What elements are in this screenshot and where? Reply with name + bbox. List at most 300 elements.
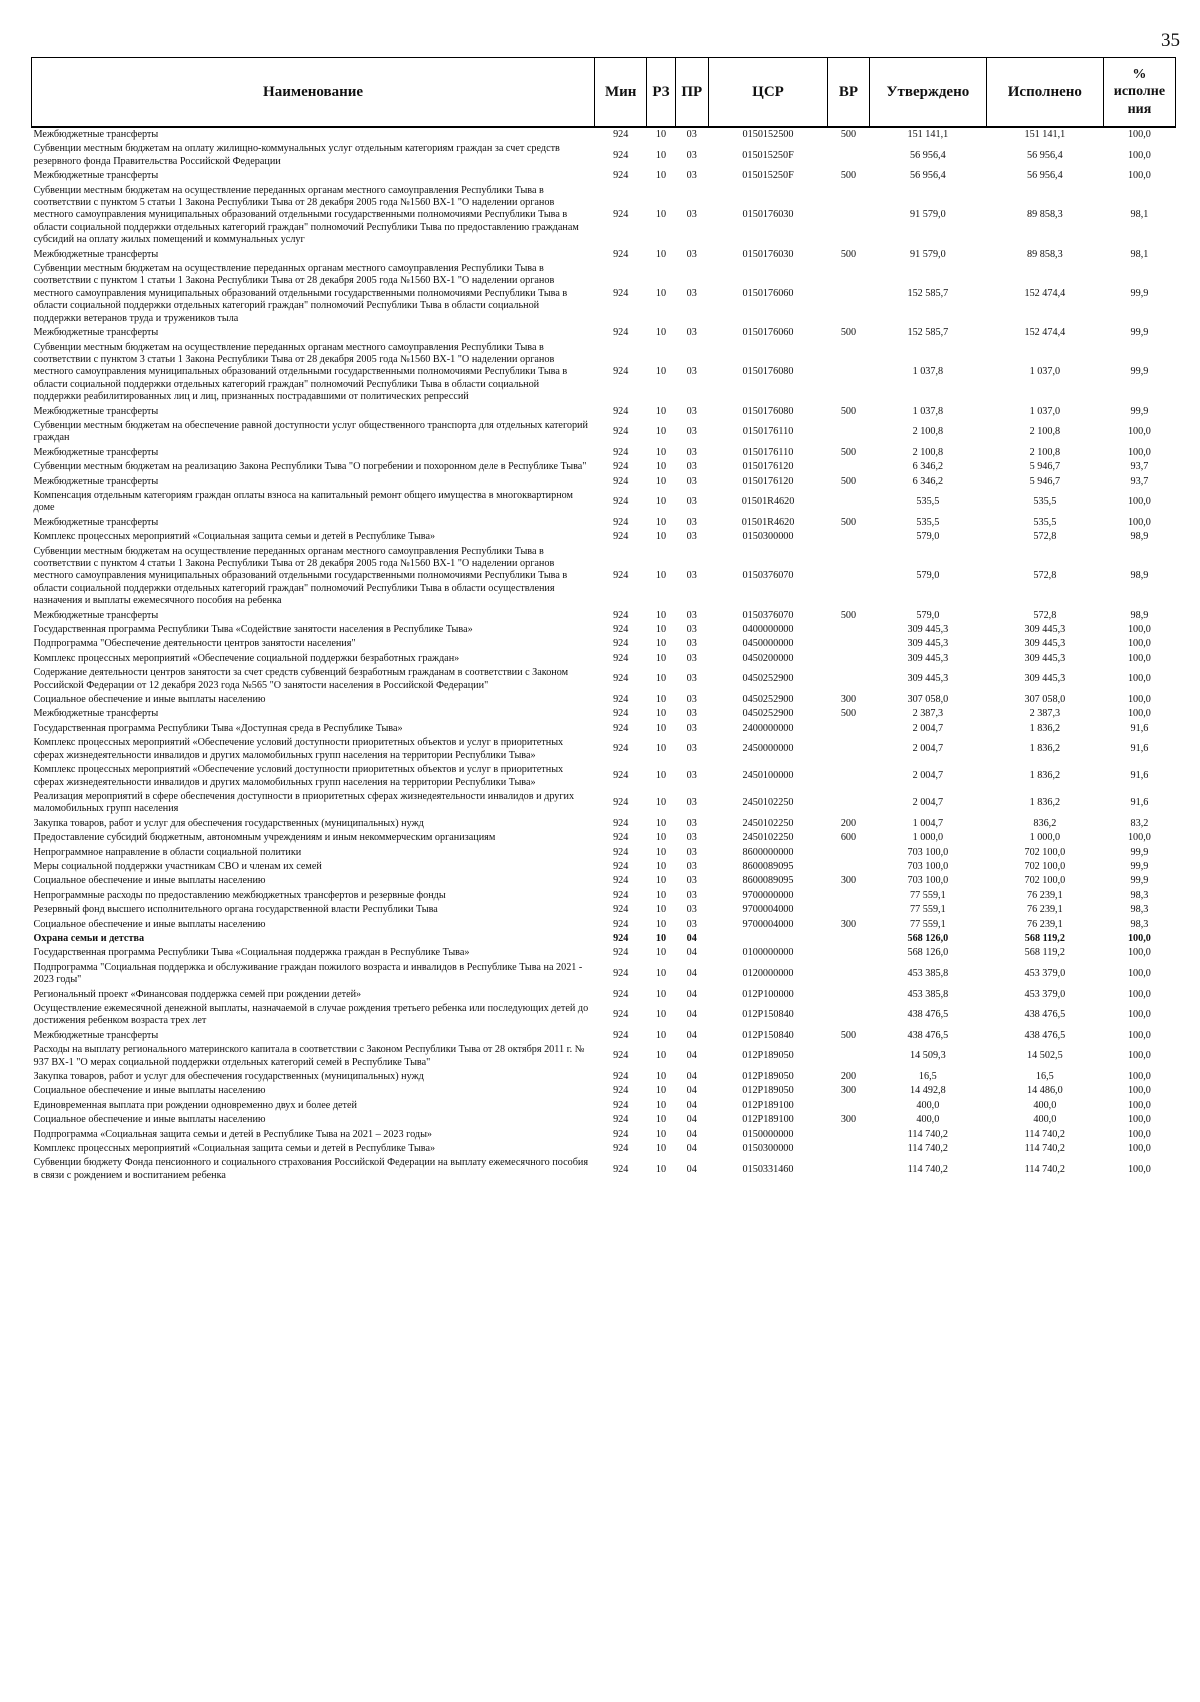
cell-csr: 0120000000 — [742, 967, 794, 979]
cell-name: Межбюджетные трансферты — [33, 129, 159, 140]
cell-percent: 93,7 — [1130, 475, 1149, 487]
cell-approved: 1 000,0 — [912, 832, 944, 844]
cell-percent: 100,0 — [1127, 1029, 1151, 1041]
cell-vr: 300 — [840, 918, 857, 930]
cell-csr: 0150176060 — [742, 327, 794, 339]
cell-min: 924 — [613, 932, 629, 944]
cell-approved: 2 004,7 — [912, 722, 944, 734]
cell-percent: 98,3 — [1130, 904, 1149, 916]
cell-percent: 98,3 — [1130, 918, 1149, 930]
cell-executed: 453 379,0 — [1024, 988, 1066, 1000]
cell-pr: 03 — [686, 129, 697, 140]
cell-min: 924 — [613, 516, 629, 528]
cell-pr: 03 — [686, 405, 697, 417]
cell-executed: 702 100,0 — [1024, 860, 1066, 872]
cell-vr — [828, 889, 870, 903]
cell-csr: 0150176110 — [742, 446, 794, 458]
cell-approved: 535,5 — [916, 516, 940, 528]
cell-min: 924 — [613, 918, 629, 930]
cell-min: 924 — [613, 170, 629, 182]
cell-approved: 438 476,5 — [907, 1029, 949, 1041]
cell-min: 924 — [613, 1071, 629, 1083]
cell-rz: 10 — [655, 475, 667, 487]
cell-rz: 10 — [655, 967, 667, 979]
cell-name: Комплекс процессных мероприятий «Обеспечение социальной поддержки безработных граждан» — [33, 652, 460, 664]
cell-min: 924 — [613, 1143, 629, 1155]
cell-executed: 56 956,4 — [1027, 149, 1063, 161]
cell-min: 924 — [613, 947, 629, 959]
cell-vr — [828, 666, 870, 693]
cell-min: 924 — [613, 149, 629, 161]
cell-executed: 89 858,3 — [1027, 248, 1063, 260]
cell-executed: 535,5 — [1033, 516, 1057, 528]
cell-min: 924 — [613, 652, 629, 664]
cell-min: 924 — [613, 889, 629, 901]
cell-name: Единовременная выплата при рождении одновременно двух и более детей — [33, 1099, 357, 1111]
cell-rz: 10 — [655, 846, 667, 858]
cell-executed: 114 740,2 — [1024, 1128, 1066, 1140]
cell-rz: 10 — [655, 904, 667, 916]
cell-name: Межбюджетные трансферты — [33, 516, 159, 528]
cell-csr: 0150300000 — [742, 1143, 794, 1155]
cell-pr: 03 — [686, 366, 697, 378]
cell-percent: 91,6 — [1130, 797, 1149, 809]
cell-executed: 309 445,3 — [1024, 624, 1066, 636]
table-body — [32, 127, 1176, 1183]
cell-rz: 10 — [655, 624, 667, 636]
cell-csr: 0150300000 — [742, 531, 794, 543]
cell-csr: 0150176120 — [742, 461, 794, 473]
cell-executed: 572,8 — [1033, 609, 1057, 621]
cell-csr: 0150376070 — [742, 609, 794, 621]
cell-vr: 500 — [840, 475, 857, 487]
cell-pr: 03 — [686, 817, 697, 829]
cell-name: Охрана семьи и детства — [33, 932, 145, 944]
cell-name: Непрограммные расходы по предоставлению межбюджетных трансфертов и резервные фонды — [33, 889, 446, 901]
cell-csr: 012P100000 — [742, 988, 794, 1000]
cell-rz: 10 — [655, 405, 667, 417]
cell-executed: 400,0 — [1033, 1114, 1057, 1126]
table-row — [32, 831, 1176, 845]
cell-pr: 03 — [686, 446, 697, 458]
cell-pr: 03 — [686, 426, 697, 438]
cell-min: 924 — [613, 624, 629, 636]
cell-rz: 10 — [655, 673, 667, 685]
cell-name: Субвенции местным бюджетам на осуществление переданных органам местного самоуправления Республики Тыва в соответствии с пунктом 5 статьи 1 Закона Республики Тыва от 28 декабря 2005 года №1560 ВХ-1 "О наделении органов местного самоуправления муниципальных образований отдельными государственными полномочиями Республики Тыва в области социальной поддержки отдельных категорий граждан" полномочий Республики Тыва по предоставлению гражданам субсидий на оплату жилых помещений и коммунальных услуг — [33, 184, 579, 246]
cell-pr: 03 — [686, 797, 697, 809]
cell-executed: 14 486,0 — [1027, 1085, 1063, 1097]
cell-vr: 500 — [840, 1029, 857, 1041]
cell-pr: 03 — [686, 904, 697, 916]
cell-percent: 100,0 — [1127, 1163, 1151, 1175]
cell-percent: 100,0 — [1127, 673, 1151, 685]
cell-percent: 100,0 — [1127, 496, 1151, 508]
table-row — [32, 652, 1176, 666]
cell-vr — [828, 1156, 870, 1183]
cell-percent: 98,1 — [1130, 248, 1149, 260]
cell-rz: 10 — [655, 722, 667, 734]
table-row — [32, 1156, 1176, 1183]
cell-percent: 100,0 — [1127, 967, 1151, 979]
cell-executed: 89 858,3 — [1027, 209, 1063, 221]
cell-vr — [828, 489, 870, 516]
cell-executed: 1 037,0 — [1029, 405, 1061, 417]
cell-approved: 309 445,3 — [907, 652, 949, 664]
cell-csr: 0150000000 — [742, 1128, 794, 1140]
cell-csr: 0150176060 — [742, 287, 794, 299]
cell-csr: 0150376070 — [742, 570, 794, 582]
header-rz: РЗ — [647, 58, 675, 128]
cell-vr — [828, 1099, 870, 1113]
table-row — [32, 932, 1176, 946]
cell-executed: 535,5 — [1033, 496, 1057, 508]
cell-min: 924 — [613, 129, 629, 140]
cell-executed: 1 836,2 — [1029, 722, 1061, 734]
cell-name: Закупка товаров, работ и услуг для обеспечения государственных (муниципальных) нужд — [33, 817, 424, 829]
cell-vr: 500 — [840, 708, 857, 720]
cell-executed: 572,8 — [1033, 570, 1057, 582]
cell-min: 924 — [613, 770, 629, 782]
table-row — [32, 874, 1176, 888]
cell-min: 924 — [613, 1085, 629, 1097]
cell-pr: 03 — [686, 673, 697, 685]
cell-approved: 56 956,4 — [910, 149, 946, 161]
table-row — [32, 248, 1176, 262]
cell-rz: 10 — [655, 609, 667, 621]
cell-name: Межбюджетные трансферты — [33, 708, 159, 720]
cell-approved: 1 037,8 — [912, 366, 944, 378]
cell-approved: 400,0 — [916, 1114, 940, 1126]
cell-name: Межбюджетные трансферты — [33, 248, 159, 260]
cell-min: 924 — [613, 860, 629, 872]
cell-name: Межбюджетные трансферты — [33, 446, 159, 458]
cell-pr: 04 — [686, 1009, 697, 1021]
cell-vr — [828, 961, 870, 988]
cell-approved: 703 100,0 — [907, 846, 949, 858]
cell-vr — [828, 903, 870, 917]
header-percent: % исполне ния — [1103, 58, 1175, 128]
cell-vr — [828, 545, 870, 609]
cell-csr: 015015250F — [742, 170, 794, 182]
cell-approved: 91 579,0 — [910, 209, 946, 221]
cell-csr: 8600089095 — [742, 860, 794, 872]
cell-pr: 03 — [686, 461, 697, 473]
table-row — [32, 666, 1176, 693]
cell-executed: 1 037,0 — [1029, 366, 1061, 378]
cell-csr: 2450100000 — [742, 770, 794, 782]
cell-vr — [828, 1043, 870, 1070]
cell-rz: 10 — [655, 149, 667, 161]
cell-approved: 309 445,3 — [907, 673, 949, 685]
cell-min: 924 — [613, 1128, 629, 1140]
cell-vr: 600 — [840, 832, 857, 844]
cell-percent: 99,9 — [1130, 860, 1149, 872]
cell-executed: 2 100,8 — [1029, 426, 1061, 438]
table-row — [32, 545, 1176, 609]
cell-name: Комплекс процессных мероприятий «Обеспечение условий доступности приоритетных объектов и услуг в приоритетных сферах жизнедеятельности инвалидов и других маломобильных групп населения на территории Республики Тыва» — [33, 737, 564, 761]
cell-percent: 99,9 — [1130, 287, 1149, 299]
cell-min: 924 — [613, 1163, 629, 1175]
cell-min: 924 — [613, 832, 629, 844]
cell-name: Подпрограмма "Обеспечение деятельности центров занятости населения" — [33, 638, 356, 650]
cell-approved: 114 740,2 — [907, 1163, 949, 1175]
cell-csr: 0150331460 — [742, 1163, 794, 1175]
cell-rz: 10 — [655, 209, 667, 221]
table-row — [32, 460, 1176, 474]
cell-name: Расходы на выплату регионального материнского капитала в соответствии с Законом Республики Тыва от 28 октября 2011 г. № 937 ВХ-1 "О мерах социальной поддержки отдельных категорий семей в Республике Тыва" — [33, 1044, 585, 1068]
cell-name: Компенсация отдельным категориям граждан оплаты взноса на капитальный ремонт общего имущества в многоквартирном доме — [33, 489, 573, 514]
cell-executed: 1 836,2 — [1029, 743, 1061, 755]
cell-pr: 03 — [686, 287, 697, 299]
cell-percent: 91,6 — [1130, 770, 1149, 782]
header-csr: ЦСР — [708, 58, 827, 128]
cell-percent: 100,0 — [1127, 1050, 1151, 1062]
cell-vr — [828, 722, 870, 736]
cell-approved: 152 585,7 — [907, 327, 949, 339]
cell-pr: 04 — [686, 1085, 697, 1097]
cell-pr: 03 — [686, 149, 697, 161]
cell-vr: 500 — [840, 170, 857, 182]
cell-name: Государственная программа Республики Тыва «Содействие занятости населения в Республике Тыва» — [33, 624, 473, 636]
cell-vr: 500 — [840, 516, 857, 528]
cell-min: 924 — [613, 1114, 629, 1126]
cell-pr: 04 — [686, 1114, 697, 1126]
table-row — [32, 1070, 1176, 1084]
table-row — [32, 918, 1176, 932]
cell-approved: 6 346,2 — [912, 461, 944, 473]
cell-percent: 100,0 — [1127, 708, 1151, 720]
cell-executed: 152 474,4 — [1024, 327, 1066, 339]
cell-rz: 10 — [655, 1071, 667, 1083]
cell-csr: 01501R4620 — [741, 496, 795, 508]
cell-min: 924 — [613, 426, 629, 438]
cell-rz: 10 — [655, 875, 667, 887]
cell-rz: 10 — [655, 743, 667, 755]
cell-csr: 2450000000 — [742, 743, 794, 755]
cell-vr — [828, 184, 870, 248]
cell-executed: 16,5 — [1035, 1071, 1054, 1083]
cell-rz: 10 — [655, 327, 667, 339]
cell-executed: 1 000,0 — [1029, 832, 1061, 844]
cell-executed: 76 239,1 — [1027, 889, 1063, 901]
cell-vr — [828, 988, 870, 1002]
cell-approved: 1 037,8 — [912, 405, 944, 417]
cell-csr: 012P189050 — [742, 1085, 794, 1097]
cell-approved: 16,5 — [918, 1071, 937, 1083]
cell-percent: 99,9 — [1130, 846, 1149, 858]
cell-executed: 5 946,7 — [1029, 461, 1061, 473]
cell-min: 924 — [613, 475, 629, 487]
cell-name: Субвенции местным бюджетам на осуществление переданных органам местного самоуправления Республики Тыва в соответствии с пунктом 3 статьи 1 Закона Республики Тыва от 28 декабря 2005 года №1560 ВХ-1 "О наделении органов местного самоуправления муниципальных образований отдельными государственными полномочиями Республики Тыва в области социальной поддержки отдельных категорий граждан" полномочий Республики Тыва в области социальной поддержки реабилитированных лиц и лиц, признанных пострадавшими от политических репрессий — [33, 341, 568, 403]
cell-rz: 10 — [655, 461, 667, 473]
cell-name: Субвенции местным бюджетам на оплату жилищно-коммунальных услуг отдельным категориям граждан за счет средств резервного фонда Правительства Российской Федерации — [33, 143, 560, 167]
cell-approved: 579,0 — [916, 609, 940, 621]
cell-pr: 04 — [686, 1163, 697, 1175]
cell-approved: 14 492,8 — [910, 1085, 946, 1097]
cell-percent: 98,1 — [1130, 209, 1149, 221]
cell-approved: 453 385,8 — [907, 988, 949, 1000]
cell-percent: 100,0 — [1127, 988, 1151, 1000]
cell-rz: 10 — [655, 1163, 667, 1175]
cell-name: Межбюджетные трансферты — [33, 1029, 159, 1041]
cell-rz: 10 — [655, 947, 667, 959]
cell-name: Подпрограмма "Социальная поддержка и обслуживание граждан пожилого возраста и инвалидов в Республике Тыва на 2021 - 2023 годы" — [33, 961, 583, 986]
cell-rz: 10 — [655, 1099, 667, 1111]
cell-pr: 03 — [686, 770, 697, 782]
cell-min: 924 — [613, 875, 629, 887]
cell-rz: 10 — [655, 1009, 667, 1021]
table-row — [32, 1002, 1176, 1029]
cell-pr: 03 — [686, 638, 697, 650]
cell-min: 924 — [613, 638, 629, 650]
cell-rz: 10 — [655, 1029, 667, 1041]
cell-vr: 200 — [840, 817, 857, 829]
table-row — [32, 889, 1176, 903]
cell-percent: 100,0 — [1127, 1071, 1151, 1083]
cell-name: Реализация мероприятий в сфере обеспечения доступности в приоритетных сферах жизнедеятельности инвалидов и других маломобильных групп населения — [33, 790, 575, 815]
cell-vr — [828, 946, 870, 960]
table-row — [32, 446, 1176, 460]
cell-approved: 2 004,7 — [912, 797, 944, 809]
cell-pr: 03 — [686, 531, 697, 543]
table-row — [32, 142, 1176, 169]
budget-execution-table — [31, 57, 1176, 1183]
cell-pr: 04 — [686, 1050, 697, 1062]
cell-name: Комплекс процессных мероприятий «Обеспечение условий доступности приоритетных объектов и услуг в приоритетных сферах жизнедеятельности инвалидов и других маломобильных групп населения на территории Республики Тыва» — [33, 764, 564, 788]
cell-executed: 568 119,2 — [1024, 932, 1065, 944]
cell-pr: 04 — [686, 1071, 697, 1083]
cell-executed: 400,0 — [1033, 1099, 1057, 1111]
cell-pr: 03 — [686, 832, 697, 844]
cell-executed: 702 100,0 — [1024, 875, 1066, 887]
cell-csr: 0150176110 — [742, 426, 794, 438]
cell-rz: 10 — [655, 446, 667, 458]
cell-min: 924 — [613, 743, 629, 755]
cell-name: Межбюджетные трансферты — [33, 609, 159, 621]
cell-rz: 10 — [655, 932, 667, 944]
cell-min: 924 — [613, 817, 629, 829]
cell-percent: 93,7 — [1130, 461, 1149, 473]
cell-executed: 76 239,1 — [1027, 904, 1063, 916]
cell-csr: 0450252900 — [742, 673, 794, 685]
cell-approved: 114 740,2 — [907, 1143, 949, 1155]
cell-min: 924 — [613, 708, 629, 720]
cell-name: Государственная программа Республики Тыва «Доступная среда в Республике Тыва» — [33, 722, 403, 734]
cell-csr: 0150176030 — [742, 209, 794, 221]
cell-percent: 100,0 — [1127, 1009, 1151, 1021]
table-row — [32, 405, 1176, 419]
cell-approved: 14 509,3 — [910, 1050, 946, 1062]
cell-percent: 91,6 — [1130, 743, 1149, 755]
table-row — [32, 489, 1176, 516]
cell-name: Социальное обеспечение и иные выплаты населению — [33, 1085, 266, 1097]
cell-csr: 012P189100 — [742, 1099, 794, 1111]
cell-name: Субвенции бюджету Фонда пенсионного и социального страхования Российской Федерации на выплату ежемесячного пособия в связи с рождением и воспитанием ребенка — [33, 1157, 589, 1181]
cell-vr — [828, 846, 870, 860]
cell-executed: 438 476,5 — [1024, 1029, 1066, 1041]
cell-vr — [828, 623, 870, 637]
table-row — [32, 1099, 1176, 1113]
table-row — [32, 1128, 1176, 1142]
cell-rz: 10 — [655, 860, 667, 872]
table-row — [32, 637, 1176, 651]
cell-min: 924 — [613, 461, 629, 473]
cell-rz: 10 — [655, 889, 667, 901]
table-row — [32, 722, 1176, 736]
cell-rz: 10 — [655, 287, 667, 299]
table-row — [32, 623, 1176, 637]
cell-percent: 100,0 — [1127, 1099, 1151, 1111]
cell-vr — [828, 530, 870, 544]
table-row — [32, 326, 1176, 340]
cell-min: 924 — [613, 366, 629, 378]
cell-vr — [828, 341, 870, 405]
cell-name: Подпрограмма «Социальная защита семьи и детей в Республике Тыва на 2021 – 2023 годы» — [33, 1128, 433, 1140]
cell-percent: 98,9 — [1130, 531, 1149, 543]
cell-rz: 10 — [655, 797, 667, 809]
cell-executed: 76 239,1 — [1027, 918, 1063, 930]
cell-rz: 10 — [655, 652, 667, 664]
cell-approved: 579,0 — [916, 531, 940, 543]
cell-name: Закупка товаров, работ и услуг для обеспечения государственных (муниципальных) нужд — [33, 1071, 424, 1083]
cell-rz: 10 — [655, 531, 667, 543]
table-row — [32, 903, 1176, 917]
cell-csr — [708, 932, 827, 946]
cell-vr — [828, 932, 870, 946]
cell-percent: 100,0 — [1127, 446, 1151, 458]
cell-percent: 98,9 — [1130, 570, 1149, 582]
cell-approved: 77 559,1 — [910, 889, 946, 901]
cell-csr: 0450200000 — [742, 652, 794, 664]
cell-name: Межбюджетные трансферты — [33, 170, 159, 182]
cell-executed: 114 740,2 — [1024, 1143, 1066, 1155]
cell-percent: 100,0 — [1127, 638, 1151, 650]
cell-csr: 0150176080 — [742, 405, 794, 417]
cell-vr — [828, 460, 870, 474]
cell-name: Региональный проект «Финансовая поддержка семей при рождении детей» — [33, 988, 362, 1000]
cell-executed: 307 058,0 — [1024, 694, 1066, 706]
cell-min: 924 — [613, 405, 629, 417]
cell-csr: 012P189050 — [742, 1071, 794, 1083]
cell-name: Комплекс процессных мероприятий «Социальная защита семьи и детей в Республике Тыва» — [33, 1143, 436, 1155]
cell-csr: 2450102250 — [742, 832, 794, 844]
cell-vr: 300 — [840, 1114, 857, 1126]
cell-approved: 703 100,0 — [907, 860, 949, 872]
cell-csr: 015015250F — [742, 149, 794, 161]
cell-approved: 2 387,3 — [912, 708, 944, 720]
cell-min: 924 — [613, 248, 629, 260]
cell-min: 924 — [613, 1029, 629, 1041]
cell-approved: 2 004,7 — [912, 743, 944, 755]
cell-percent: 99,9 — [1130, 875, 1149, 887]
cell-percent: 100,0 — [1127, 932, 1151, 944]
cell-min: 924 — [613, 673, 629, 685]
cell-vr — [828, 790, 870, 817]
cell-pr: 03 — [686, 889, 697, 901]
cell-csr: 0150152500 — [742, 129, 794, 140]
cell-pr: 03 — [686, 570, 697, 582]
cell-executed: 1 836,2 — [1029, 770, 1061, 782]
cell-csr: 9700004000 — [742, 918, 794, 930]
cell-executed: 2 387,3 — [1029, 708, 1061, 720]
page-number: 35 — [1161, 30, 1180, 51]
cell-min: 924 — [613, 496, 629, 508]
table-row — [32, 1084, 1176, 1098]
cell-name: Предоставление субсидий бюджетным, автономным учреждениям и иным некоммерческим организациям — [33, 832, 496, 844]
cell-rz: 10 — [655, 988, 667, 1000]
cell-executed: 309 445,3 — [1024, 673, 1066, 685]
cell-vr: 500 — [840, 405, 857, 417]
